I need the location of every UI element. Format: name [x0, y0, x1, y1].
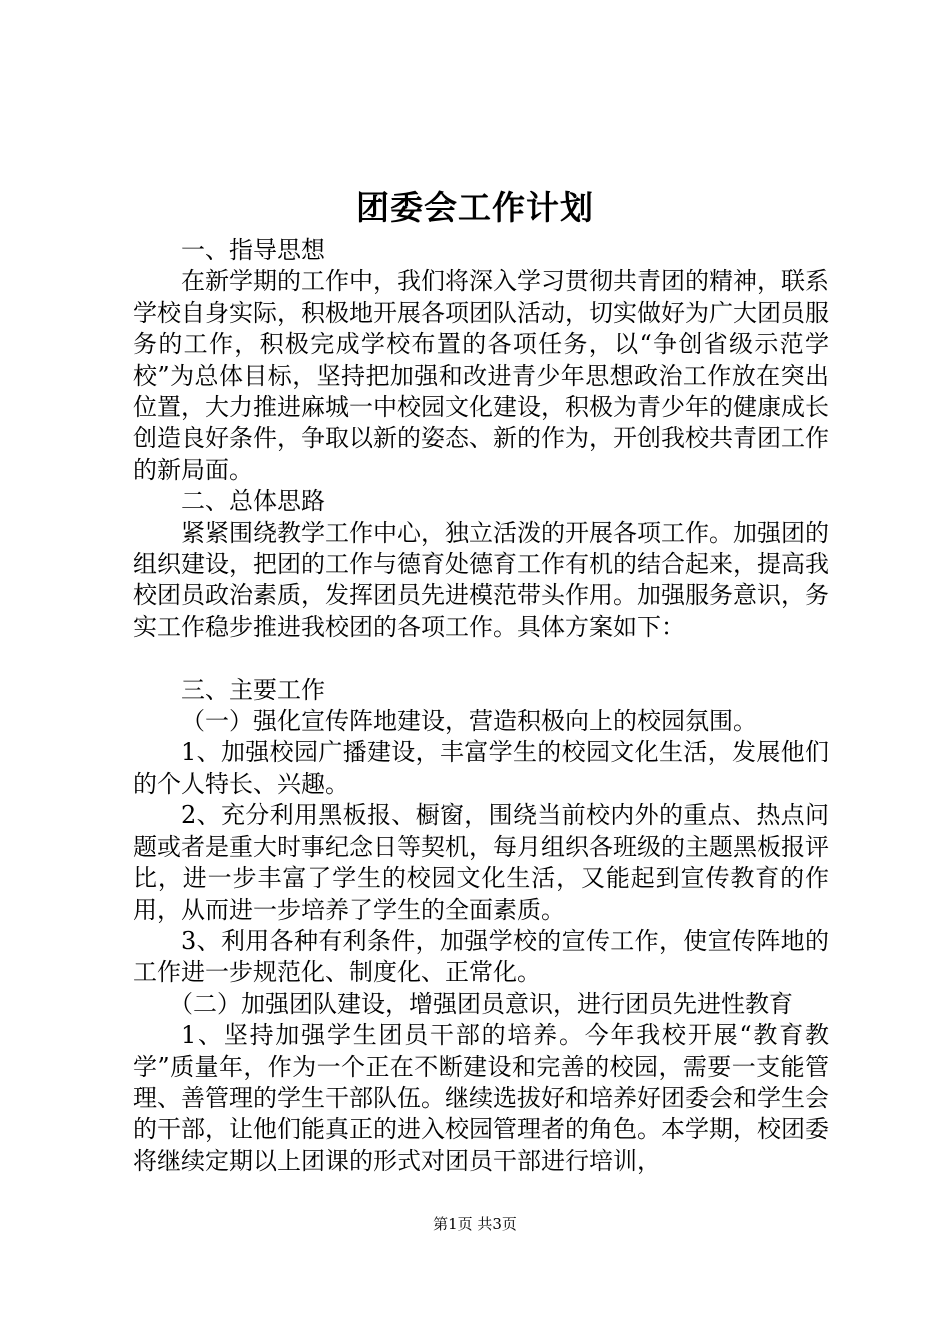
section-heading-main-work: 三、主要工作	[181, 675, 325, 704]
subsection-heading-team-building: （二）加强团队建设，增强团员意识，进行团员先进性教育	[169, 989, 793, 1018]
list-item-team-building-1: 1、坚持加强学生团员干部的培养。今年我校开展“教育教学”质量年，作为一个正在不断建设和完善的校园，需要一支能管理、善管理的学生干部队伍。继续选拔好和培养好团委会和学生会的干部，让他们能真正的进入校园管理者的角色。本学期，校团委将继续定期以上团课的形式对团员干部进行培训，	[133, 1021, 829, 1175]
paragraph-overall-approach: 紧紧围绕教学工作中心，独立活泼的开展各项工作。加强团的组织建设，把团的工作与德育处德育工作有机的结合起来，提高我校团员政治素质，发挥团员先进模范带头作用。加强服务意识，务实工作稳步推进我校团的各项工作。具体方案如下：	[133, 518, 829, 641]
document-title: 团委会工作计划	[356, 188, 594, 227]
list-item-publicity-3: 3、利用各种有利条件，加强学校的宣传工作，使宣传阵地的工作进一步规范化、制度化、正常化。	[133, 926, 829, 987]
list-item-publicity-1: 1、加强校园广播建设，丰富学生的校园文化生活，发展他们的个人特长、兴趣。	[133, 738, 829, 798]
section-heading-guiding-ideology: 一、指导思想	[181, 236, 325, 264]
subsection-heading-publicity: （一）强化宣传阵地建设，营造积极向上的校园氛围。	[181, 707, 757, 736]
page-footer: 第1页 共3页	[433, 1215, 517, 1233]
document-body	[133, 235, 829, 1177]
paragraph-guiding-ideology: 在新学期的工作中，我们将深入学习贯彻共青团的精神，联系学校自身实际，积极地开展各项团队活动，切实做好为广大团员服务的工作，积极完成学校布置的各项任务，以“争创省级示范学校”为总体目标，坚持把加强和改进青少年思想政治工作放在突出位置，大力推进麻城一中校园文化建设，积极为青少年的健康成长创造良好条件，争取以新的姿态、新的作为，开创我校共青团工作的新局面。	[133, 267, 829, 484]
section-heading-overall-approach: 二、总体思路	[181, 487, 325, 516]
list-item-publicity-2: 2、充分利用黑板报、橱窗，围绕当前校内外的重点、热点问题或者是重大时事纪念日等契机，每月组织各班级的主题黑板报评比，进一步丰富了学生的校园文化生活，又能起到宣传教育的作用，从而进一步培养了学生的全面素质。	[133, 801, 829, 924]
blank-line	[133, 643, 829, 674]
